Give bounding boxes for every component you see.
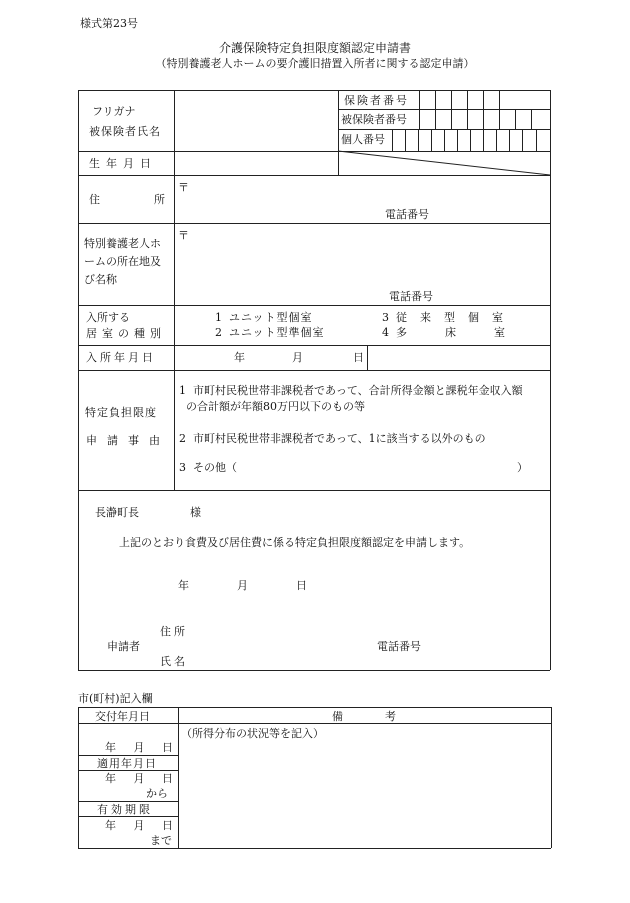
reason-label-2: 申請事由 <box>86 434 170 447</box>
reason-item-3-close: ） <box>517 461 528 474</box>
until-label: まで <box>150 834 172 847</box>
applicant-phone-label: 電話番号 <box>377 640 421 653</box>
office-section-label: 市(町村)記入欄 <box>78 692 153 705</box>
valid-date-values: 年 月 日 <box>105 819 173 832</box>
birthdate-label: 生年月日 <box>89 157 157 170</box>
apply-date-label: 適用年月日 <box>97 757 157 770</box>
room-option-3: 3 従来型個室 <box>382 311 516 324</box>
room-option-2: 2 ユニット型準個室 <box>215 326 325 339</box>
room-option-1: 1 ユニット型個室 <box>215 311 313 324</box>
facility-postal-mark: 〒 <box>178 229 189 242</box>
issue-date-values: 年 月 日 <box>105 741 173 754</box>
insurer-number-label: 保険者番号 <box>344 94 409 107</box>
facility-phone-label: 電話番号 <box>389 290 433 303</box>
applicant-address-label: 住所 <box>160 625 188 638</box>
remarks-label: 備考 <box>332 710 438 723</box>
facility-label-2: ームの所在地及 <box>84 255 161 268</box>
insured-number-label: 被保険者番号 <box>341 113 407 126</box>
valid-period-label: 有効期限 <box>97 803 153 816</box>
declaration-month: 月 <box>237 579 248 592</box>
postal-mark: 〒 <box>178 181 189 194</box>
form-number: 様式第23号 <box>80 17 138 30</box>
address-label-a: 住 <box>89 193 100 206</box>
facility-label-3: び名称 <box>84 273 117 286</box>
form-title: 介護保険特定負担限度額認定申請書 <box>218 41 411 55</box>
address-phone-label: 電話番号 <box>385 208 429 221</box>
admission-month: 月 <box>292 351 303 364</box>
reason-item-1-cont: の合計額が年額80万円以下のもの等 <box>186 400 365 413</box>
from-label: から <box>146 787 168 800</box>
address-label-b: 所 <box>154 193 165 206</box>
furigana-label: フリガナ <box>92 105 136 118</box>
admission-day: 日 <box>353 351 364 364</box>
reason-item-3: 3 その他（ <box>179 461 237 474</box>
facility-label-1: 特別養護老人ホ <box>84 237 161 250</box>
declaration-year: 年 <box>178 579 189 592</box>
issue-date-label: 交付年月日 <box>95 710 150 723</box>
declaration-statement: 上記のとおり食費及び居住費に係る特定負担限度額認定を申請します。 <box>119 536 471 549</box>
addressee: 長瀞町長 <box>95 506 139 519</box>
form-subtitle: （特別養護老人ホームの要介護旧措置入所者に関する認定申請） <box>155 57 475 70</box>
reason-item-1: 1 市町村民税世帯非課税者であって、合計所得金額と課税年金収入額 <box>179 384 523 397</box>
remarks-hint: （所得分布の状況等を記入） <box>181 727 324 740</box>
room-label-2: 居室の種別 <box>86 327 166 340</box>
declaration-day: 日 <box>296 579 307 592</box>
applicant-name-label: 氏名 <box>160 655 188 668</box>
admission-year: 年 <box>234 351 245 364</box>
room-label-1: 入所する <box>86 311 130 324</box>
reason-label-1: 特定負担限度 <box>85 406 157 419</box>
insured-name-label: 被保険者氏名 <box>89 125 161 138</box>
room-option-4: 4 多床室 <box>382 326 543 339</box>
reason-item-2: 2 市町村民税世帯非課税者であって、1に該当する以外のもの <box>179 432 486 445</box>
honorific: 様 <box>190 506 201 519</box>
admission-label: 入所年月日 <box>86 351 156 364</box>
applicant-label: 申請者 <box>107 640 140 653</box>
apply-date-values: 年 月 日 <box>105 772 173 785</box>
personal-number-label: 個人番号 <box>341 133 385 146</box>
